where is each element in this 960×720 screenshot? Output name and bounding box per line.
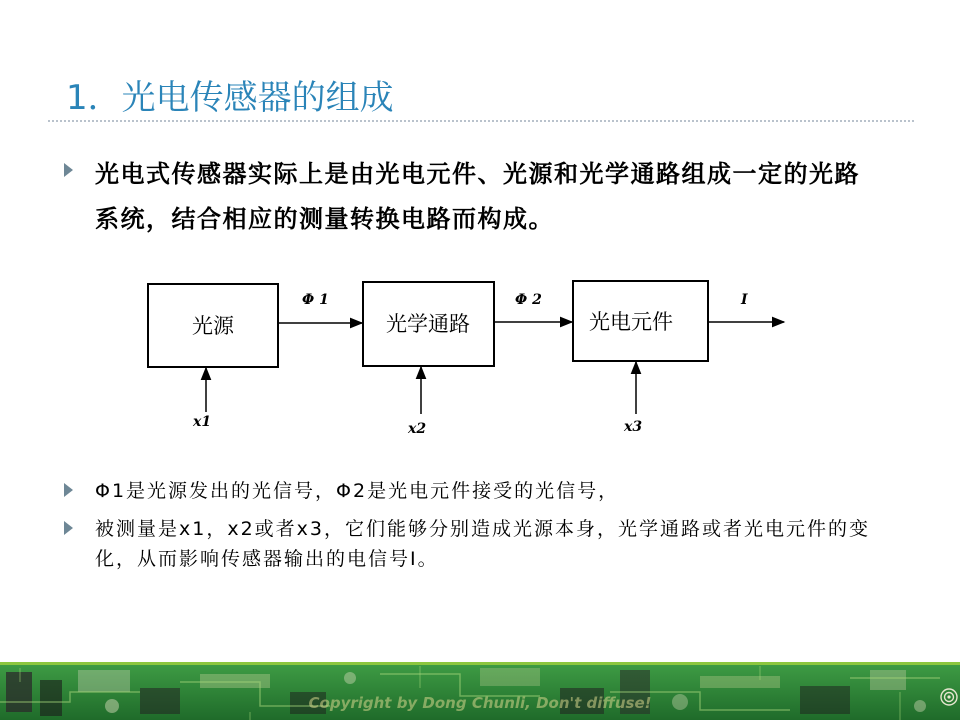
- slide-title: 1．光电传感器的组成: [66, 78, 394, 118]
- bullet-text-2: Φ1是光源发出的光信号，Φ2是光电元件接受的光信号，: [95, 480, 620, 502]
- input-label-x2: x2: [408, 421, 427, 437]
- footer-copyright: Copyright by Dong Chunli, Don't diffuse!: [308, 694, 652, 712]
- diagram-box-label-optical-path: 光学通路: [386, 312, 470, 336]
- diagram-box-label-photoelectric-element: 光电元件: [589, 310, 673, 334]
- bullet-arrow-icon: [64, 521, 73, 535]
- bullet-item-3: [64, 514, 884, 574]
- signal-label-phi2: Φ 2: [515, 292, 542, 308]
- input-label-x3: x3: [624, 419, 643, 435]
- signal-label-output: I: [741, 292, 748, 308]
- footer-band: [0, 662, 960, 720]
- bullet-text-3: 被测量是x1，x2或者x3，它们能够分别造成光源本身，光学通路或者光电元件的变化，从而影响传感器输出的电信号I。: [95, 518, 870, 570]
- bullet-arrow-icon: [64, 483, 73, 497]
- bullet-item-2: [64, 476, 894, 506]
- signal-label-phi1: Φ 1: [302, 292, 329, 308]
- bullet-text-1: 光电式传感器实际上是由光电元件、光源和光学通路组成一定的光路系统，结合相应的测量转换电路而构成。: [95, 160, 860, 233]
- input-label-x1: x1: [193, 414, 212, 430]
- target-icon: [940, 688, 958, 706]
- diagram-box-label-light-source: 光源: [192, 314, 234, 338]
